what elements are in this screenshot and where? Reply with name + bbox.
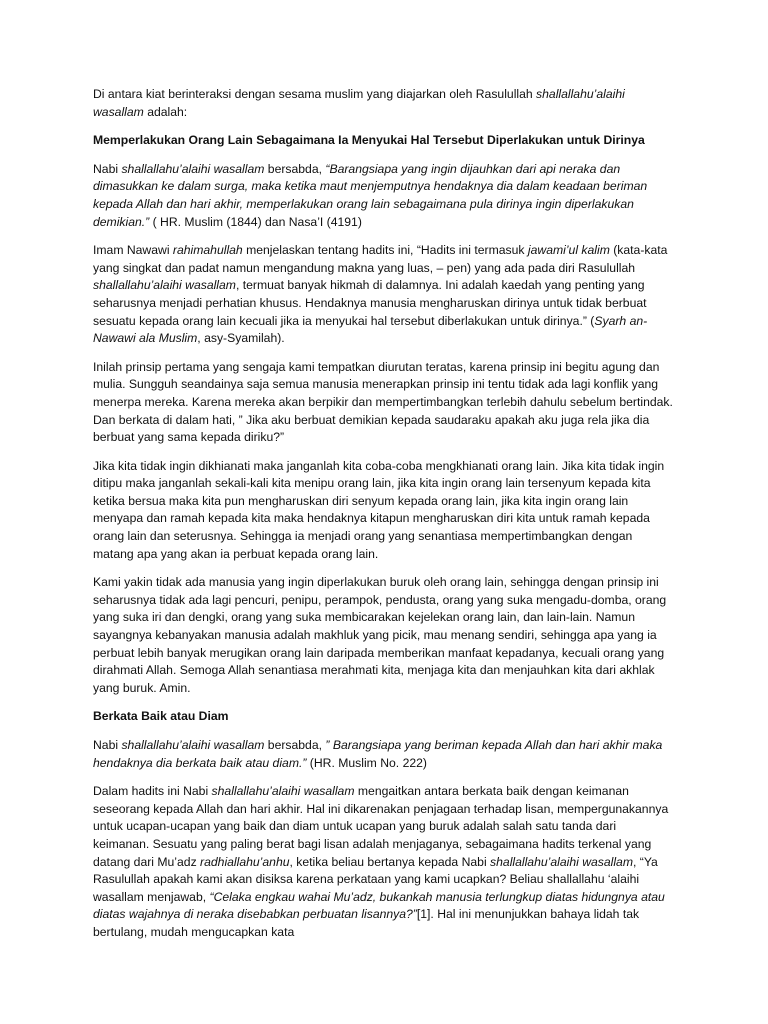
text-run-italic: jawami’ul kalim	[527, 243, 610, 258]
text-run: Nabi	[93, 161, 122, 176]
section-heading-1: Memperlakukan Orang Lain Sebagaimana Ia Menyukai Hal Tersebut Diperlakukan untuk Dirinya	[93, 133, 645, 148]
body-paragraph-1: Inilah prinsip pertama yang sengaja kami tempatkan diurutan teratas, karena prinsip ini begitu agung dan mulia. Sungguh seandainya saja semua manusia menerapkan prinsip ini tentu tidak ada lagi konflik yang menerpa mereka. Karena mereka akan berpikir dan mempertimbangkan terlebih dahulu sebelum bertindak. Dan berkata di dalam hati, ” Jika aku berbuat demikian kepada saudaraku apakah aku juga rela jika dia berbuat yang sama kepada diriku?”	[93, 359, 673, 445]
text-run: [1]. Hal ini menunjukkan bahaya lidah tak bertulang, mudah mengucapkan kata	[93, 907, 640, 939]
text-run-italic: shallallahu’alaihi wasallam	[121, 161, 265, 176]
source-title: Syarh an-Nawawi ala Muslim	[93, 313, 648, 346]
hadith-quote: “Celaka engkau wahai Mu’adz, bukankah manusia terlungkup diatas hidungnya atau diatas wajahnya di neraka disebabkan perbuatan lisannya?”	[93, 889, 665, 922]
citation: ( HR. Muslim (1844) dan Nasa’I (4191)	[149, 214, 362, 229]
text-run: bersabda,	[264, 738, 326, 752]
hadith-paragraph-1	[93, 161, 675, 231]
text-run: Imam Nawawi	[93, 243, 173, 258]
text-run-italic: shallallahu’alaihi wasallam	[93, 278, 236, 293]
text-run: , ketika beliau bertanya kepada Nabi	[289, 854, 491, 869]
commentary-paragraph	[93, 242, 675, 348]
text-run: Di antara kiat berinteraksi dengan sesama muslim yang diajarkan oleh Rasulullah	[93, 87, 537, 101]
text-run: bersabda,	[264, 161, 326, 176]
text-run: mengaitkan antara berkata baik dengan keimanan seseorang kepada Allah dan hari akhir. Hal ini dikarenakan penjagaan terhadap lisan, mempergunakannya untuk ucapan-ucapan yang baik dan diam untuk ucapan yang buruk adalah salah satu tanda dari keimanan. Sesuatu yang paling berat bagi lisan adalah menjaganya, sebagaimana hadits terkenal yang datang dari Mu’adz	[93, 784, 669, 869]
text-run: , asy-Syamilah).	[197, 331, 285, 346]
document-body	[93, 86, 675, 953]
text-run: (kata-kata yang singkat dan padat namun mengandung makna yang luas, – pen) yang ada pada diri Rasulullah	[93, 243, 668, 275]
text-run: menjelaskan tentang hadits ini, “Hadits ini termasuk	[242, 243, 528, 258]
text-run: , “Ya Rasulullah apakah kami akan disiksa karena perkataan yang kami ucapkan? Beliau shallallahu ‘alaihi wasallam menjawab,	[93, 854, 658, 904]
section-heading-2: Berkata Baik atau Diam	[93, 709, 229, 724]
text-run-italic: shallallahu’alaihi wasallam	[121, 738, 265, 752]
body-paragraph-4	[93, 783, 675, 941]
hadith-quote: “Barangsiapa yang ingin dijauhkan dari api neraka dan dimasukkan ke dalam surga, maka ketika maut menjemputnya hendaknya dia dalam keadaan beriman kepada Allah dan hari akhir, memperlakukan orang lain sebagaimana pula dirinya ingin diperlakukan demikian.”	[93, 161, 648, 229]
text-run: Dalam hadits ini Nabi	[93, 784, 212, 799]
body-paragraph-2: Jika kita tidak ingin dikhianati maka janganlah kita coba-coba mengkhianati orang lain. Jika kita tidak ingin ditipu maka janganlah sekali-kali kita menipu orang lain, jika kita ingin orang lain tersenyum kepada kita ketika bersua maka kita pun mengharuskan diri senyum kepada orang lain, jika kita ingin orang lain menyapa dan ramah kepada kita maka hendaknya kitapun mengharuskan diri kita untuk ramah kepada orang lain dan seterusnya. Sehingga ia menjadi orang yang senantiasa mempertimbangkan dengan matang apa yang akan ia perbuat kepada orang lain.	[93, 458, 665, 561]
body-paragraph-3: Kami yakin tidak ada manusia yang ingin diperlakukan buruk oleh orang lain, sehingga dengan prinsip ini seharusnya tidak ada lagi pencuri, penipu, perampok, pendusta, orang yang suka mengadu-domba, orang yang suka iri dan dengki, orang yang suka membicarakan kejelekan orang lain, dan lain-lain. Namun sayangnya kebanyakan manusia adalah makhluk yang picik, mau menang sendiri, sehingga apa yang ia perbuat lebih banyak merugikan orang lain daripada memberikan manfaat kepadanya, kecuali orang yang dirahmati Allah. Semoga Allah senantiasa merahmati kita, menjaga kita dan menjauhkan kita dari akhlak yang buruk. Amin.	[93, 575, 667, 695]
hadith-paragraph-2	[93, 737, 675, 772]
text-run-italic: shallallahu’alaihi wasallam	[93, 87, 625, 119]
text-run: Nabi	[93, 738, 122, 752]
intro-paragraph	[93, 86, 675, 121]
citation: (HR. Muslim No. 222)	[306, 755, 427, 770]
text-run-italic: rahimahullah	[172, 243, 243, 258]
hadith-quote: ” Barangsiapa yang beriman kepada Allah dan hari akhir maka hendaknya dia berkata baik atau diam.”	[93, 738, 663, 770]
text-run-italic: shallallahu’alaihi wasallam	[211, 784, 355, 799]
text-run-italic: shallallahu’alaihi wasallam	[490, 854, 633, 869]
text-run: , termuat banyak hikmah di dalamnya. Ini adalah kaedah yang penting yang seharusnya menjadi perhatian khusus. Hendaknya manusia mengharuskan dirinya untuk tidak berbuat sesuatu kepada orang lain kecuali jika ia menyukai hal tersebut diberlakukan untuk dirinya.” (	[93, 278, 647, 328]
text-run-italic: radhiallahu’anhu	[200, 854, 290, 869]
text-run: adalah:	[143, 104, 188, 119]
